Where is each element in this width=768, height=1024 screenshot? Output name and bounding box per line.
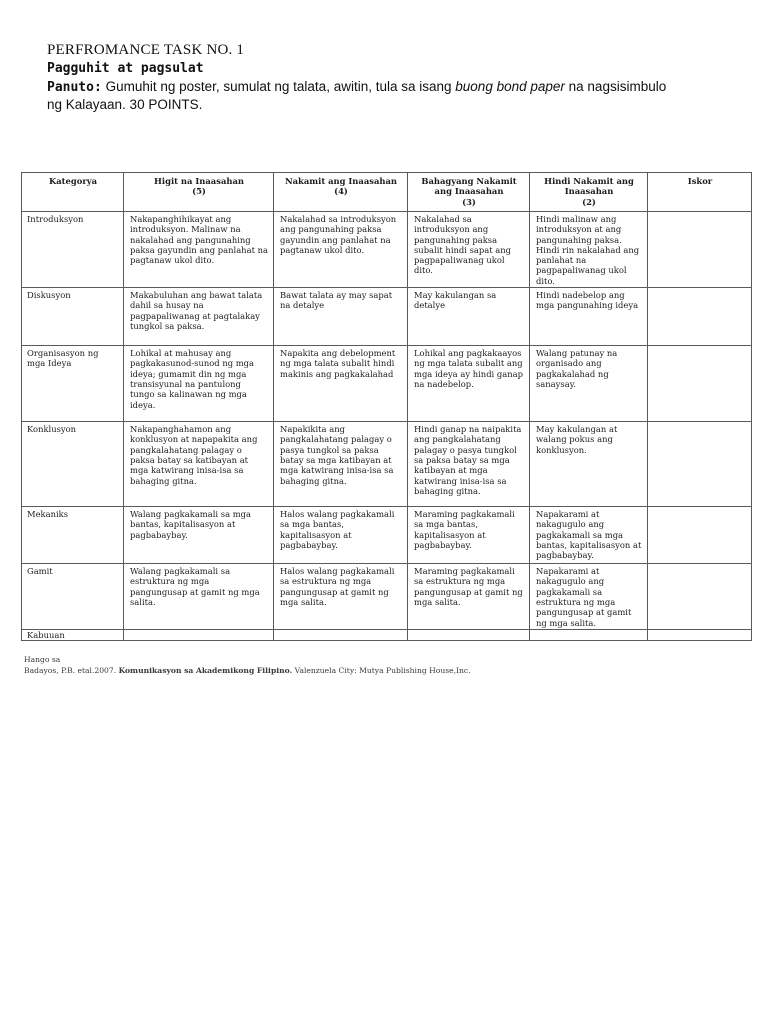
criteria-cell-4: Napakikita ang pangkalahatang palagay o pasya tungkol sa paksa batay sa mga katibayan at mga katwirang inisa-isa sa bahaging gitna. [274,422,408,507]
header-nakamit-ang-inaasahan: Nakamit ang Inaasahan (4) [274,173,408,212]
task-subtitle: Pagguhit at pagsulat [47,61,204,76]
instruction-text-1: Gumuhit ng poster, sumulat ng talata, awitin, tula sa isang [105,79,452,94]
score-cell [648,212,752,288]
criteria-cell-5: Nakapanghahamon ang konklusyon at napapakita ang pangkalahatang palagay o paksa batay sa katibayan at mga katwirang inisa-isa sa bahaging gitna. [124,422,274,507]
criteria-cell-5: Walang pagkakamali sa mga bantas, kapitalisasyon at pagbabaybay. [124,507,274,564]
criteria-cell-4: Nakalahad sa introduksyon ang pangunahing paksa gayundin ang panlahat na pagtanaw ukol dito. [274,212,408,288]
score-cell [648,564,752,630]
source-book-title: Komunikasyon sa Akademikong Filipino. [118,666,293,675]
criteria-cell-5: Walang pagkakamali sa estruktura ng mga pangungusap at gamit ng mga salita. [124,564,274,630]
source-citation [24,654,724,676]
instruction-text-italic: buong bond paper [455,79,565,94]
rubric-header-row [22,173,752,212]
criteria-cell-2: May kakulangan at walang pokus ang konklusyon. [530,422,648,507]
header-higit-na-inaasahan: Higit na Inaasahan (5) [124,173,274,212]
category-cell: Kabuuan [22,629,124,640]
criteria-cell-4: Halos walang pagkakamali sa mga bantas, kapitalisasyon at pagbabaybay. [274,507,408,564]
criteria-cell-4: Halos walang pagkakamali sa estruktura ng mga pangungusap at gamit ng mga salita. [274,564,408,630]
criteria-cell-5 [124,629,274,640]
criteria-cell-2: Walang patunay na organisado ang pagkakalahad ng sanaysay. [530,346,648,422]
criteria-cell-3: Lohikal ang pagkakaayos ng mga talata subalit ang mga ideya ay hindi ganap na nadebelop. [408,346,530,422]
criteria-cell-2: Hindi malinaw ang introduksyon at ang pangunahing paksa. Hindi rin nakalahad ang panlahat na pagpapaliwanag ukol dito. [530,212,648,288]
task-instructions [47,78,667,113]
criteria-cell-2: Napakarami at nakagugulo ang pagkakamali sa mga bantas, kapitalisasyon at pagbabaybay. [530,507,648,564]
score-cell [648,346,752,422]
criteria-cell-5: Makabuluhan ang bawat talata dahil sa husay na pagpapaliwanag at pagtalakay tungkol sa paksa. [124,288,274,346]
criteria-cell-5: Nakapanghihikayat ang introduksyon. Malinaw na nakalahad ang pangunahing paksa gayundin ang panlahat na pagtanaw ukol dito. [124,212,274,288]
criteria-cell-2 [530,629,648,640]
criteria-cell-3 [408,629,530,640]
table-row [22,288,752,346]
table-row-total [22,629,752,640]
score-cell [648,507,752,564]
criteria-cell-2: Hindi nadebelop ang mga pangunahing ideya [530,288,648,346]
task-header [47,41,667,113]
header-iskor: Iskor [648,173,752,212]
criteria-cell-3: Maraming pagkakamali sa mga bantas, kapitalisasyon at pagbabaybay. [408,507,530,564]
source-publisher: Valenzuela City: Mutya Publishing House,Inc. [294,666,471,675]
category-cell: Gamit [22,564,124,630]
category-cell: Mekaniks [22,507,124,564]
category-cell: Konklusyon [22,422,124,507]
score-cell [648,629,752,640]
score-cell [648,288,752,346]
source-authors: Badayos, P.B. etal.2007. [24,666,117,675]
header-bahagyang-nakamit: Bahagyang Nakamit ang Inaasahan (3) [408,173,530,212]
criteria-cell-3: May kakulangan sa detalye [408,288,530,346]
category-cell: Organisasyon ng mga Ideya [22,346,124,422]
source-line-1: Hango sa [24,655,61,664]
header-hindi-nakamit: Hindi Nakamit ang Inaasahan (2) [530,173,648,212]
criteria-cell-3: Hindi ganap na naipakita ang pangkalahatang palagay o pasya tungkol sa paksa batay sa mga katibayan at mga katwirang inisa-isa sa bahaging gitna. [408,422,530,507]
category-cell: Introduksyon [22,212,124,288]
criteria-cell-4: Bawat talata ay may sapat na detalye [274,288,408,346]
table-row [22,564,752,630]
criteria-cell-3: Nakalahad sa introduksyon ang pangunahing paksa subalit hindi sapat ang pagpapaliwanag ukol dito. [408,212,530,288]
criteria-cell-3: Maraming pagkakamali sa estruktura ng mga pangungusap at gamit ng mga salita. [408,564,530,630]
score-cell [648,422,752,507]
table-row [22,212,752,288]
source-line-2 [24,665,724,676]
criteria-cell-4 [274,629,408,640]
criteria-cell-2: Napakarami at nakagugulo ang pagkakamali sa estruktura ng mga pangungusap at gamit ng mga salita. [530,564,648,630]
instruction-text-2: na nagsisimbulo ng Kalayaan. 30 POINTS. [47,79,667,112]
instruction-label: Panuto: [47,80,102,95]
category-cell: Diskusyon [22,288,124,346]
criteria-cell-4: Napakita ang debelopment ng mga talata subalit hindi makinis ang pagkakalahad [274,346,408,422]
table-row [22,507,752,564]
rubric-table [21,172,752,641]
header-kategorya: Kategorya [22,173,124,212]
table-row [22,346,752,422]
table-row [22,422,752,507]
criteria-cell-5: Lohikal at mahusay ang pagkakasunod-sunod ng mga ideya; gumamit din ng mga transisyunal na pantulong tungo sa kalinawan ng mga ideya. [124,346,274,422]
task-title: PERFROMANCE TASK NO. 1 [47,42,245,58]
